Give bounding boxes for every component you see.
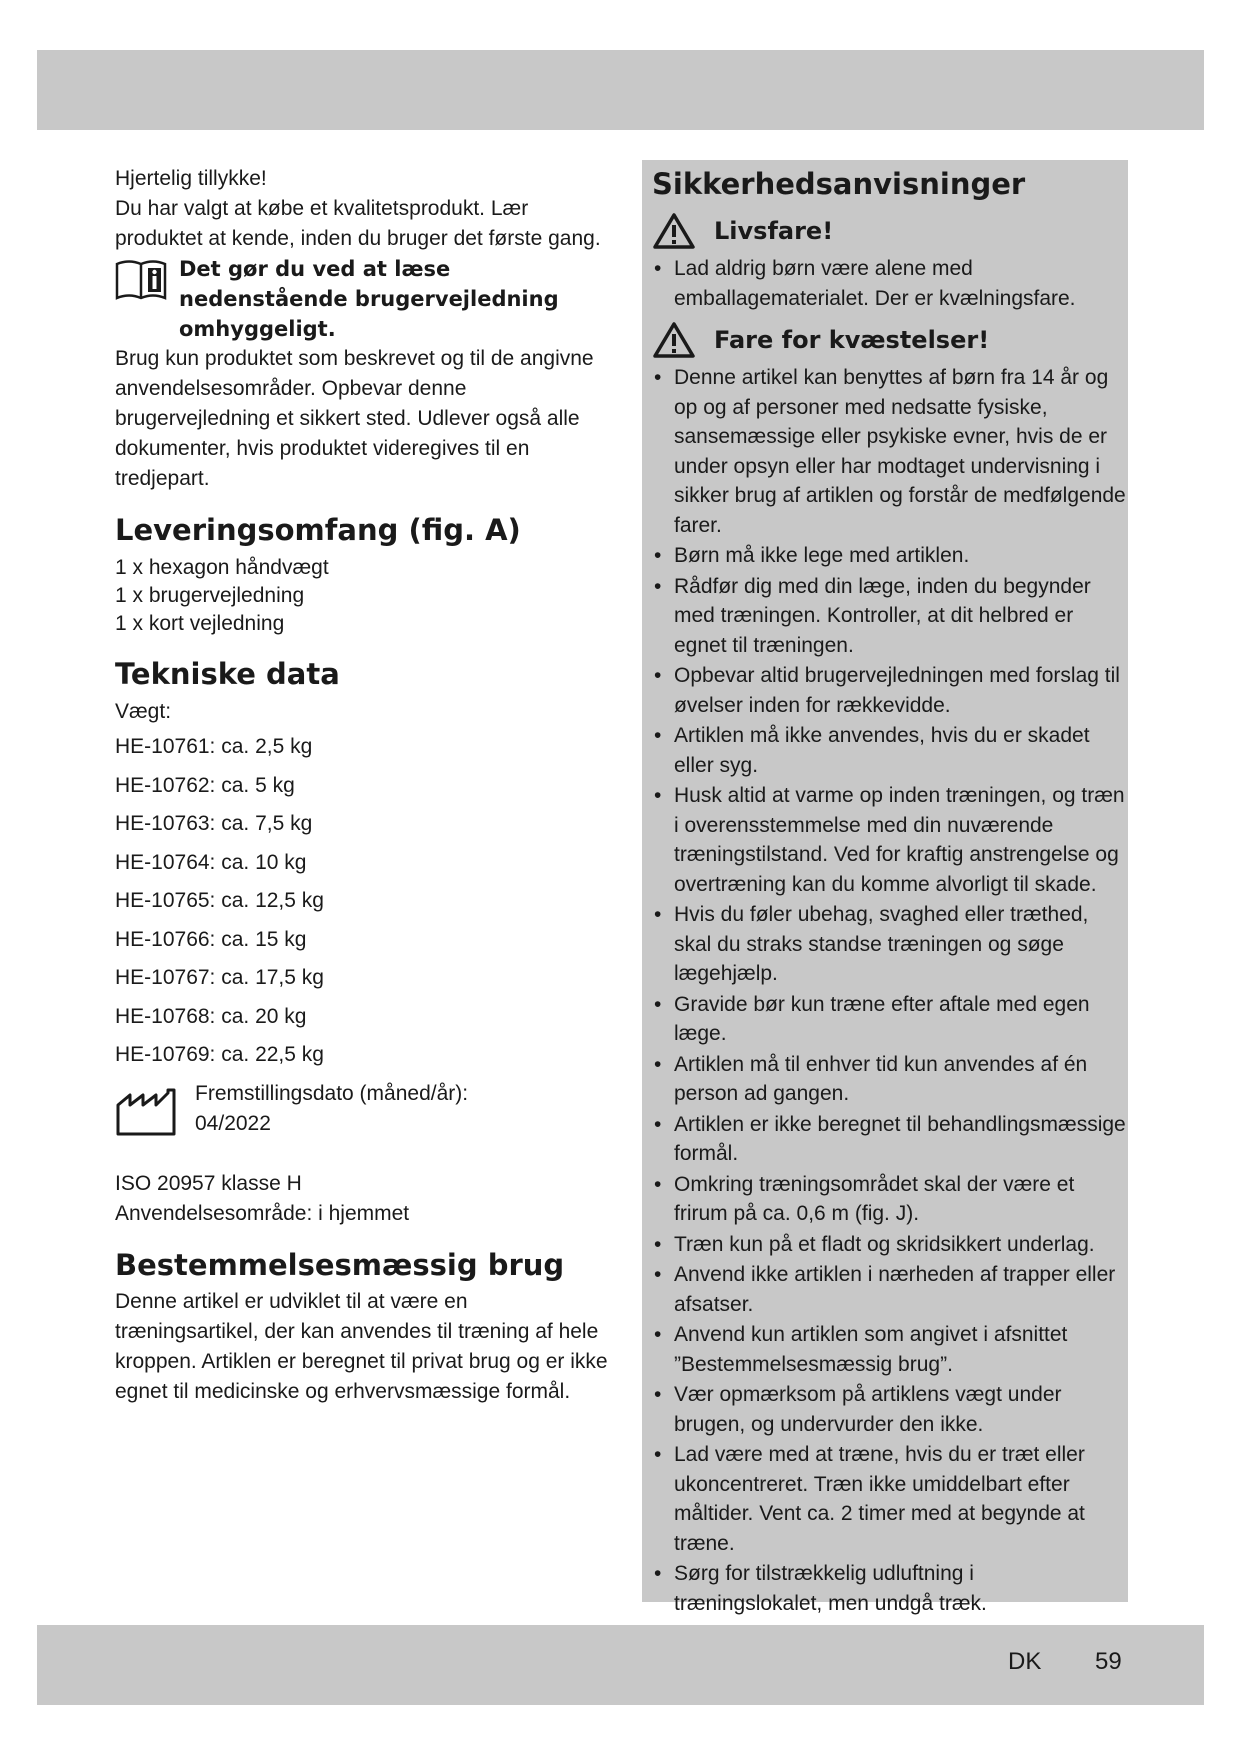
read-manual-text: Det gør du ved at læse nedenstående brugervejledning omhyggeligt. [179, 257, 559, 341]
list-item: • Artiklen må til enhver tid kun anvendes af én person ad gangen. [652, 1050, 1128, 1109]
list-item: • Anvend ikke artiklen i nærheden af trapper eller afsatser. [652, 1260, 1128, 1319]
warning-triangle-icon [652, 212, 696, 250]
list-item: • Træn kun på et fladt og skridsikkert underlag. [652, 1230, 1128, 1260]
language-code: DK [1008, 1648, 1042, 1675]
model-weight-row: HE-10768: ca. 20 kg [115, 1004, 307, 1028]
list-item: • Gravide bør kun træne efter aftale med egen læge. [652, 990, 1128, 1049]
model-weight-row: HE-10763: ca. 7,5 kg [115, 812, 313, 835]
list-item: • Sørg for tilstrækkelig udluftning i træningslokalet, men undgå træk. [652, 1559, 1128, 1618]
safety-panel [642, 160, 1128, 1615]
scope-item: 1 x kort vejledning [115, 612, 285, 635]
manufacture-date-label: Fremstillingsdato (måned/år): [195, 1081, 469, 1105]
manufacture-date-value: 04/2022 [195, 1111, 271, 1135]
scope-item: 1 x brugervejledning [115, 584, 305, 607]
warning-title: Fare for kvæstelser! [714, 326, 990, 354]
model-weight-row: HE-10766: ca. 15 kg [115, 927, 307, 951]
life-danger-list [652, 254, 1128, 313]
scope-item: 1 x hexagon håndvægt [115, 556, 329, 579]
warning-title: Livsfare! [714, 217, 834, 245]
scope-list [115, 554, 615, 638]
left-column [115, 164, 615, 1407]
list-item: • Artiklen må ikke anvendes, hvis du er skadet eller syg. [652, 721, 1128, 780]
scope-title: Leveringsomfang (fig. A) [115, 513, 521, 547]
list-item: • Artiklen er ikke beregnet til behandlingsmæssige formål. [652, 1110, 1128, 1169]
list-item: • Lad være med at træne, hvis du er træt eller ukoncentreret. Træn ikke umiddelbart efter måltider. Vent ca. 2 timer med at begynde at træne. [652, 1440, 1128, 1558]
list-item: • Lad aldrig børn være alene med emballagematerialet. Der er kvælningsfare. [652, 254, 1128, 313]
warning-triangle-icon [652, 321, 696, 359]
read-manual-note [115, 254, 615, 344]
header-band [37, 50, 1204, 130]
list-item: • Rådfør dig med din læge, inden du begynder med træningen. Kontroller, at dit helbred er egnet til træningen. [652, 572, 1128, 661]
model-weight-row: HE-10767: ca. 17,5 kg [115, 966, 324, 989]
list-item: • Børn må ikke lege med artiklen. [652, 541, 1128, 571]
model-weight-row: HE-10761: ca. 2,5 kg [115, 735, 313, 758]
model-weight-row: HE-10765: ca. 12,5 kg [115, 889, 324, 912]
intended-use-title: Bestemmelsesmæssig brug [115, 1247, 565, 1282]
model-weight-row: HE-10769: ca. 22,5 kg [115, 1043, 324, 1066]
injury-list [652, 363, 1128, 1618]
list-item: • Husk altid at varme op inden træningen, og træn i overensstemmelse med din nuværende træningstilstand. Ved for kraftig anstrengelse og overtræning kan du komme alvorligt til skade. [652, 781, 1128, 899]
safety-title: Sikkerhedsanvisninger [652, 167, 1026, 201]
list-item: • Omkring træningsområdet skal der være et frirum på ca. 0,6 m (fig. J). [652, 1170, 1128, 1229]
weight-label: Vægt: [115, 700, 172, 723]
tech-title: Tekniske data [115, 657, 340, 691]
list-item: • Opbevar altid brugervejledningen med forslag til øvelser inden for rækkevidde. [652, 661, 1128, 720]
usage-note: Brug kun produktet som beskrevet og til de angivne anvendelsesområder. Opbevar denne brugervejledning et sikkert sted. Udlever også alle dokumenter, hvis produktet videregives til en tredjepart. [115, 347, 594, 490]
list-item: • Vær opmærksom på artiklens vægt under brugen, og undervurder den ikke. [652, 1380, 1128, 1439]
list-item: • Anvend kun artiklen som angivet i afsnittet ”Bestemmelsesmæssig brug”. [652, 1320, 1128, 1379]
intro-text: Du har valgt at købe et kvalitetsprodukt. Lær produktet at kende, inden du bruger det første gang. [115, 197, 601, 250]
iso-standard: ISO 20957 klasse H [115, 1171, 302, 1195]
model-weight-row: HE-10762: ca. 5 kg [115, 773, 295, 797]
intended-use-text: Denne artikel er udviklet til at være en træningsartikel, der kan anvendes til træning af hele kroppen. Artiklen er beregnet til privat brug og er ikke egnet til medicinske og erhvervsmæssige formål. [115, 1289, 608, 1403]
book-info-icon [115, 258, 167, 302]
list-item: • Hvis du føler ubehag, svaghed eller træthed, skal du straks standse træningen og søge lægehjælp. [652, 900, 1128, 989]
list-item: • Denne artikel kan benyttes af børn fra 14 år og op og af personer med nedsatte fysiske, sansemæssige eller psykiske evner, hvis de er under opsyn eller har modtaget undervisning i sikker brug af artiklen og forstår de medfølgende farer. [652, 363, 1128, 540]
model-weight-row: HE-10764: ca. 10 kg [115, 850, 307, 874]
warning-life-danger [652, 210, 1128, 252]
usage-area: Anvendelsesområde: i hjemmet [115, 1201, 410, 1225]
manufacture-date-block [115, 1079, 615, 1139]
factory-icon [115, 1087, 177, 1137]
page-number: 59 [1095, 1648, 1122, 1675]
greeting: Hjertelig tillykke! [115, 167, 267, 190]
warning-injury [652, 319, 1128, 361]
